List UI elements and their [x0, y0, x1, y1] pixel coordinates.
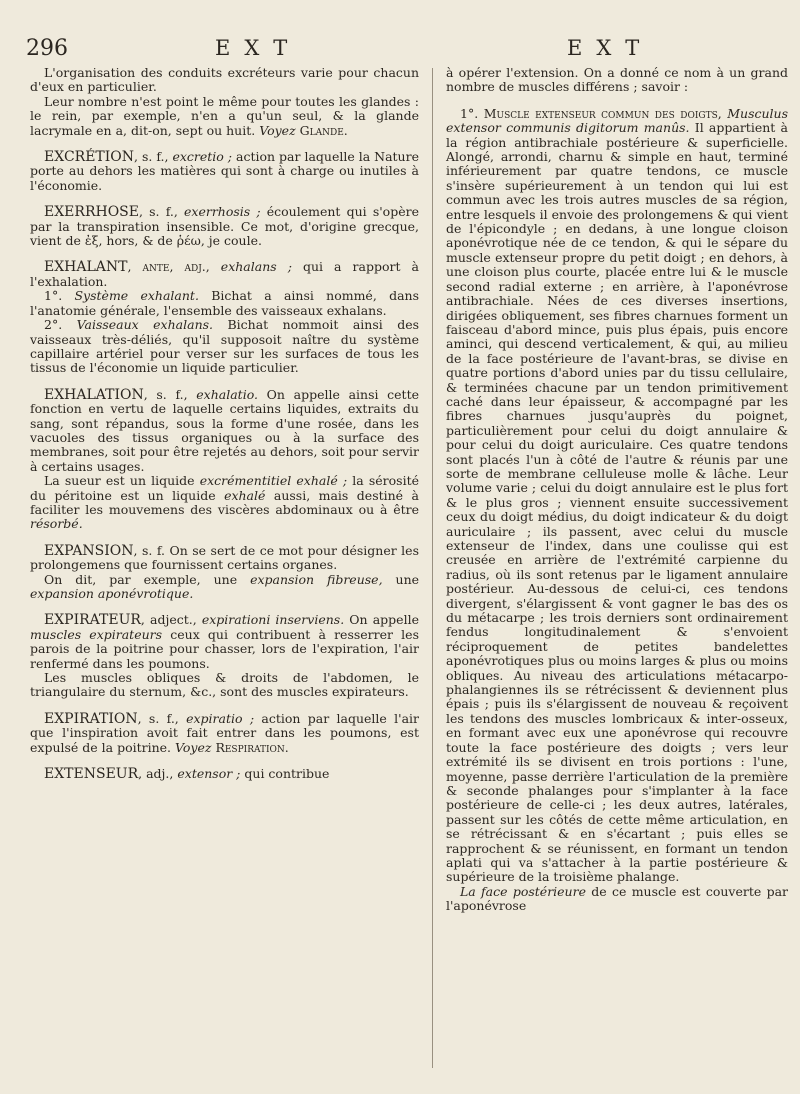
paragraph: 1°. Système exhalant. Bichat a ainsi nommé, dans l'anatomie générale, l'ensemble des vaisseaux exhalans. — [30, 288, 420, 318]
headword: EXHALANT — [44, 259, 128, 276]
paragraph: 2°. Vaisseaux exhalans. Bichat nommoit ainsi des vaisseaux très-déliés, qu'il supposoit naître du système capillaire artériel pour verser sur les surfaces de tous les tissus de l'économie un liquide particulier. — [30, 317, 420, 376]
paragraph: On dit, par exemple, une expansion fibreuse, une expansion aponévrotique. — [30, 571, 420, 601]
headword: Muscle extenseur commun des doigts, — [483, 105, 722, 121]
page-number: 296 — [26, 36, 68, 61]
entry-exerrhose: EXERRHOSE, s. f., exerrhosis ; écoulement qui s'opère par la transpiration insensible. Ce mot, d'origine grecque, vient de ἐξ, hors, & de ῥέω, je coule. — [30, 204, 419, 249]
column-rule — [432, 68, 433, 1068]
entry-expirateur: EXPIRATEUR, adject., expirationi inserviens. On appelle muscles expirateurs ceux qui contribuent à resserrer les parois de la poitrine pour chasser, lors de l'expiration, l'air renfermé dans les poumons. — [30, 612, 419, 671]
entry-exhalation: EXHALATION, s. f., exhalatio. On appelle ainsi cette fonction en vertu de laquelle certains liquides, extraits du sang, sont répandus, sous la forme d'une rosée, dans les vacuoles des tissus organiques ou à la surface des membranes, soit pour être rejetés au dehors, soit pour servir à certains usages. — [30, 386, 419, 474]
headword: EXTENSEUR — [44, 766, 139, 783]
entry-exhalant: EXHALANT, ante, adj., exhalans ; qui a rapport à l'exhalation. — [30, 259, 419, 289]
entry-extenseur: EXTENSEUR, adj., extensor ; qui contribue — [44, 766, 330, 783]
headword: EXPIRATEUR — [44, 612, 141, 629]
headword: EXERRHOSE — [44, 204, 139, 221]
headword: EXHALATION — [44, 386, 144, 403]
paragraph: L'organisation des conduits excréteurs varie pour chacun d'eux en particulier. — [30, 65, 419, 95]
paragraph: Leur nombre n'est point le même pour toutes les glandes : le rein, par exemple, n'en a qu'un seul, & la glande lacrymale en a, dit-on, sept ou huit. Voyez Glande. — [30, 93, 419, 138]
entry-expiration: EXPIRATION, s. f., expiratio ; action par laquelle l'air que l'inspiration avoit fait entrer dans les poumons, est expulsé de la poitrine. Voyez Respiration. — [30, 710, 419, 755]
paragraph: Les muscles obliques & droits de l'abdomen, le triangulaire du sternum, &c., sont des muscles expirateurs. — [30, 670, 419, 700]
headword: EXPANSION — [44, 542, 134, 559]
paragraph: à opérer l'extension. On a donné ce nom à un grand nombre de muscles différens ; savoir : — [446, 65, 788, 95]
entry-extenseur-commun: 1°. Muscle extenseur commun des doigts, Musculus extensor communis digitorum manûs. Il appartient à la région antibrachiale postérieure & superficielle. Alongé, arrondi, charnu & simple en haut, terminé inférieurement par quatre tendons, ce muscle s'insère supérieurement à un tendon qui lui est commun avec les trois autres muscles de sa région, entre lesquels il envoie des prolongemens & qui vient de l'épicondyle ; en dedans, à une longue cloison aponévrotique née de ce tendon, & qui le sépare du muscle extenseur propre du petit doigt ; en dehors, à une cloison plus courte, placée entre lui & le muscle second radial externe ; en arrière, à l'aponévrose antibrachiale. Nées de ces diverses insertions, dirigées obliquement, ses fibres charnues forment un faisceau d'abord mince, puis plus épais, puis encore aminci, qui descend verticalement, & qui, au milieu de la face postérieure de l'avant-bras, se divise en quatre portions d'abord unies par du tissu cellulaire, & terminées chacune par un tendon primitivement caché dans leur épaisseur, & accompagné par les fibres charnues jusqu'auprès du poignet, particulièrement pour celui du doigt annulaire & pour celui du doigt auriculaire. Ces quatre tendons sont placés l'un à côté de l'autre & réunis par une sorte de membrane celluleuse molle & lâche. Leur volume varie ; celui du doigt annulaire est le plus fort & le plus gros ; viennent ensuite successivement ceux du doigt médius, du doigt indicateur & du doigt auriculaire ; ils passent, avec celui du muscle extenseur de l'index, dans une coulisse qui est creusée en arrière de l'extrémité carpienne du radius, où ils sont retenus par le ligament annulaire postérieur. Au-dessous de celui-ci, ces tendons divergent, s'élargissent & vont gagner le bas des os du métacarpe ; les trois derniers sont ordinairement fendus longitudinalement & s'envoient réciproquement de petites bandelettes aponévrotiques plus ou moins larges & plus ou moins obliques. Au niveau des articulations métacarpo-phalangiennes ils se rétrécissent & deviennent plus épais ; puis ils s'élargissent de nouveau & reçoivent les tendons des muscles lombricaux & inter-osseux, en formant avec eux une aponévrose qui recouvre toute la face postérieure des doigts ; vers leur extrémité ils se divisent en trois portions : l'une, moyenne, passe derrière l'articulation de la première & seconde phalanges pour s'implanter à la face postérieure de celle-ci ; les deux autres, latérales, passent sur les côtés de cette même articulation, en se rétrécissant & en s'écartant ; puis elles se rapprochent & se réunissent, en formant un tendon aplati qui va s'attacher à la partie postérieure & supérieure de la troisième phalange. — [446, 105, 789, 885]
headword: EXPIRATION — [44, 710, 138, 727]
running-head-right: EXT — [567, 36, 654, 60]
paragraph: La face postérieure de ce muscle est couverte par l'aponévrose — [446, 883, 788, 914]
entry-excretion: EXCRÉTION, s. f., excretio ; action par laquelle la Nature porte au dehors les matières qui sont à charge ou inutiles à l'économie. — [30, 149, 419, 193]
headword: EXCRÉTION — [44, 149, 135, 166]
left-column — [30, 66, 419, 781]
paragraph: La sueur est un liquide excrémentitiel exhalé ; la sérosité du péritoine est un liquide exhalé aussi, mais destiné à faciliter les mouvemens des viscères abdominaux ou à être résorbé. — [30, 473, 419, 532]
running-head-left: EXT — [215, 36, 302, 60]
entry-expansion: EXPANSION, s. f. On se sert de ce mot pour désigner les prolongemens que fournissent certains organes. — [30, 542, 419, 573]
right-column — [446, 66, 788, 914]
